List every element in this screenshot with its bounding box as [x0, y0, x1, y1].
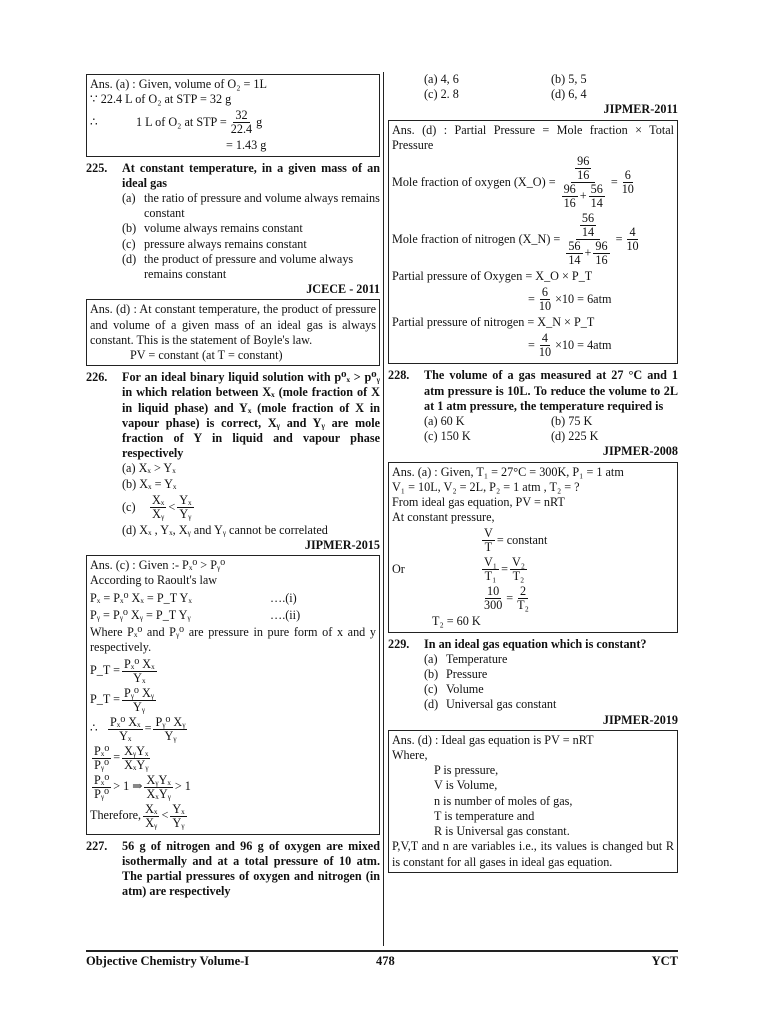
- ans-line: [392, 332, 674, 359]
- option-a: (a) Xₓ > Yₓ: [122, 461, 176, 476]
- ans-text: P_T =: [90, 692, 121, 707]
- fraction: [537, 286, 553, 313]
- fraction: [589, 183, 605, 210]
- publisher: YCT: [651, 954, 678, 968]
- option-b: (b) Xₓ = Yₓ: [122, 476, 177, 491]
- denominator: Pᵧ⁰: [94, 786, 110, 801]
- ans-text: Ans. (d) : Partial Pressure = Mole fraction × Total Pressure: [392, 122, 674, 152]
- fraction: [229, 109, 254, 136]
- numerator: 2: [519, 584, 527, 599]
- option-label: (d): [122, 251, 137, 266]
- source-label: JIPMER-2011: [603, 102, 678, 117]
- operator: =: [506, 591, 514, 606]
- ans-line: [90, 109, 376, 136]
- fraction: [575, 155, 591, 182]
- ans-line: Partial pressure of Oxygen = X_O × P_T: [392, 269, 593, 284]
- operator: <: [161, 808, 169, 823]
- definition-item: R is Universal gas constant.: [434, 824, 570, 839]
- fraction: [620, 169, 636, 196]
- denominator: 10: [538, 299, 552, 314]
- denominator: T: [484, 540, 493, 555]
- ans-line: From ideal gas equation, PV = nRT: [392, 495, 565, 510]
- ans-text: = constant: [496, 533, 548, 548]
- ans-line: Ans. (a) : Given, volume of O₂ = 1L: [90, 77, 267, 91]
- question-228-options: [388, 414, 678, 444]
- denominator: 10: [621, 182, 634, 197]
- option-b: (b) 5, 5: [551, 72, 587, 86]
- operator: > 1: [174, 779, 191, 794]
- question-227-options: [388, 72, 678, 102]
- denominator: 14: [568, 253, 581, 268]
- numerator: 56: [590, 182, 603, 197]
- ans-line: According to Raoult's law: [90, 573, 218, 588]
- option-a: [388, 652, 678, 667]
- ans-line: [392, 585, 674, 612]
- ans-line: [90, 716, 376, 743]
- numerator: Xₓ: [152, 492, 165, 507]
- option-text: the product of pressure and volume always remains constant: [144, 251, 354, 282]
- answer-225: [86, 299, 380, 366]
- fraction: [122, 687, 156, 714]
- ans-line: Ans. (d) : Ideal gas equation is PV = nRT: [392, 732, 594, 747]
- operator: =: [113, 750, 121, 765]
- option-label: (c): [122, 236, 136, 251]
- option-b: (b) 75 K: [551, 414, 593, 429]
- fraction: [92, 774, 111, 801]
- fraction: [143, 803, 159, 830]
- question-number: 229.: [388, 636, 410, 651]
- numerator: Pₓ⁰: [94, 772, 110, 787]
- answer-229: [388, 730, 678, 873]
- option-label: (c): [424, 682, 438, 697]
- ans-line: [90, 745, 376, 772]
- option-text: pressure always remains constant: [144, 236, 307, 251]
- definition-item: P is pressure,: [434, 763, 499, 778]
- ans-line: Where,: [392, 748, 428, 763]
- ans-line: [392, 527, 674, 554]
- ans-text: P_T =: [90, 663, 121, 678]
- ans-equation: PV = constant (at T = constant): [130, 348, 283, 363]
- therefore-symbol: ∴: [90, 115, 98, 130]
- fraction: [482, 527, 495, 554]
- numerator: Pₓ⁰: [94, 743, 110, 758]
- denominator: 16: [595, 253, 608, 268]
- question-225: [86, 161, 380, 191]
- definition-item: T is temperature and: [434, 808, 535, 823]
- option-b: [388, 667, 678, 682]
- option-label: (b): [424, 667, 439, 682]
- answer-224: [86, 74, 380, 157]
- equation-number: ….(i): [270, 590, 297, 605]
- option-b: [86, 221, 380, 236]
- option-c: [388, 682, 678, 697]
- denominator: T₂: [517, 598, 529, 613]
- numerator: Xₓ: [145, 801, 158, 816]
- fraction: [170, 803, 186, 830]
- question-text: For an ideal binary liquid solution with p⁰ₓ > p⁰ᵧ in which relation between Xₓ (mole fraction of X in liquid phase) and Yₓ (mole fraction of X in vapour phase) is correct, Xᵧ and Yᵧ are mole fraction of Y in liquid and vapour phase respectively: [122, 370, 380, 461]
- numerator: 96: [577, 154, 590, 169]
- numerator: [576, 212, 600, 240]
- right-column: [388, 72, 678, 877]
- ans-line: [90, 608, 376, 623]
- operator: <: [168, 499, 176, 514]
- option-d: (d) 225 K: [551, 429, 599, 444]
- denominator: Yₓ: [133, 670, 146, 685]
- question-text: In an ideal gas equation which is constant?: [424, 636, 647, 651]
- option-a: (a) 4, 6: [424, 72, 459, 86]
- option-text: Temperature: [446, 651, 508, 666]
- numerator: [571, 155, 595, 183]
- option-label: (b): [122, 221, 137, 236]
- ans-line: At constant pressure,: [392, 510, 495, 525]
- fraction: [580, 212, 596, 239]
- option-text: volume always remains constant: [144, 221, 303, 236]
- option-c: (c) 150 K: [424, 429, 471, 444]
- numerator: XᵧYₓ: [124, 743, 149, 758]
- answer-226: [86, 555, 380, 834]
- ans-line: [90, 803, 376, 830]
- question-text: The volume of a gas measured at 27 °C and 1 atm pressure is 10L. To reduce the volume to 2L at 1 atm pressure, the temperature required is: [424, 368, 678, 413]
- numerator: Pₓ⁰ Xₓ: [110, 714, 141, 729]
- ans-equation: Pₓ = Pₓ⁰ Xₓ = P_T Yₓ: [90, 590, 192, 605]
- fraction: [144, 774, 172, 801]
- denominator: 16: [577, 168, 590, 183]
- fraction: [122, 745, 150, 772]
- fraction: [510, 556, 527, 583]
- numerator: Pₓ⁰ Xₓ: [124, 656, 155, 671]
- question-number: 225.: [86, 160, 108, 175]
- numerator: XᵧYₓ: [146, 772, 171, 787]
- ans-text: ×10 = 6atm: [555, 292, 612, 307]
- question-text: 56 g of nitrogen and 96 g of oxygen are mixed isothermally and at a total pressure of 10 atm. The partial pressures of oxygen and nitrogen (in atm) are respectively: [122, 838, 380, 899]
- question-225-options: [86, 191, 380, 282]
- numerator: 10: [487, 584, 500, 599]
- ans-text: Where Pₓ⁰ and Pᵧ⁰ are pressure in pure form of x and y respectively.: [90, 625, 376, 655]
- numerator: 56: [581, 211, 595, 226]
- numerator: 6: [624, 168, 631, 183]
- numerator: 4: [629, 225, 636, 240]
- fraction: [566, 240, 582, 267]
- numerator: Pᵧ⁰ Xᵧ: [124, 685, 155, 700]
- question-228: [388, 368, 678, 414]
- denominator: XₓYᵧ: [146, 786, 171, 801]
- denominator: T₁: [484, 569, 497, 584]
- fraction: [562, 183, 578, 210]
- option-text: Volume: [446, 682, 484, 697]
- numerator: 96: [595, 239, 608, 254]
- ans-text: ×10 = 4atm: [555, 338, 612, 353]
- option-label: (d): [424, 697, 439, 712]
- column-divider: [383, 72, 384, 946]
- operator: =: [528, 292, 535, 307]
- denominator: 16: [563, 196, 576, 211]
- option-text: the ratio of pressure and volume always remains constant: [144, 191, 380, 221]
- answer-227: [388, 120, 678, 365]
- denominator: 10: [538, 345, 552, 360]
- denominator: 22.4: [230, 122, 253, 137]
- ans-line: [392, 286, 674, 313]
- denominator: 300: [484, 598, 503, 613]
- fraction: [482, 585, 504, 612]
- denominator: Yₓ: [119, 728, 132, 743]
- ans-line: Ans. (c) : Given :- Pₓ⁰ > Pᵧ⁰: [90, 558, 226, 573]
- ans-text: 1 L of O₂ at STP =: [136, 115, 227, 130]
- numerator: 6: [541, 285, 549, 300]
- question-number: 226.: [86, 370, 108, 385]
- ans-text: P,V,T and n are variables i.e., its values is changed but R is constant for all gases in ideal gas equation.: [392, 839, 674, 869]
- denominator: XₓYᵧ: [124, 757, 149, 772]
- question-text: At constant temperature, in a given mass of an ideal gas: [122, 160, 380, 190]
- definition-list: [392, 763, 674, 839]
- ans-text: Therefore,: [90, 808, 142, 823]
- option-c: [86, 237, 380, 252]
- answer-228: [388, 462, 678, 633]
- ans-line: ∵ 22.4 L of O₂ at STP = 32 g: [90, 92, 232, 107]
- denominator: T₂: [512, 569, 525, 584]
- question-number: 227.: [86, 838, 108, 853]
- fraction: [624, 226, 640, 253]
- operator: =: [501, 562, 508, 577]
- option-c: [86, 494, 380, 521]
- fraction: [150, 494, 166, 521]
- fraction: [593, 240, 609, 267]
- numerator: 4: [541, 331, 549, 346]
- numerator: Yₓ: [172, 801, 185, 816]
- denominator: 14: [581, 225, 595, 240]
- ans-line: [90, 591, 376, 606]
- option-d: [86, 252, 380, 282]
- ans-text: Mole fraction of oxygen (X_O) =: [392, 174, 556, 189]
- question-229: [388, 637, 678, 652]
- ans-line: Ans. (a) : Given, T₁ = 27°C = 300K, P₁ = 1 atm: [392, 464, 624, 479]
- fraction: [562, 212, 613, 267]
- ans-text: Mole fraction of nitrogen (X_N) =: [392, 231, 561, 246]
- question-229-options: [388, 652, 678, 713]
- unit: g: [256, 115, 263, 130]
- numerator: Pᵧ⁰ Xᵧ: [155, 714, 186, 729]
- operator: > 1 ⇒: [113, 779, 143, 794]
- denominator: Yᵧ: [164, 728, 177, 743]
- numerator: Yₓ: [179, 492, 192, 507]
- option-text: Universal gas constant: [446, 697, 557, 712]
- fraction: [92, 745, 111, 772]
- ans-line: [90, 774, 376, 801]
- denominator: Yᵧ: [172, 815, 185, 830]
- numerator: 32: [235, 108, 248, 123]
- ans-line: [392, 556, 674, 583]
- ans-line: V₁ = 10L, V₂ = 2L, P₂ = 1 atm , T₂ = ?: [392, 479, 580, 494]
- numerator: 56: [568, 239, 581, 254]
- denominator: Xᵧ: [145, 815, 158, 830]
- fraction: [537, 332, 553, 359]
- fraction: [558, 155, 609, 210]
- question-227: [86, 839, 380, 900]
- operator: =: [144, 721, 152, 736]
- denominator: 10: [626, 239, 639, 254]
- source-label: JCECE - 2011: [306, 282, 380, 297]
- ans-line: [392, 212, 674, 267]
- page-footer: [86, 950, 678, 970]
- option-d: (d) Xₓ , Yₓ, Xᵧ and Yᵧ cannot be correlated: [122, 522, 328, 537]
- denominator: Yᵧ: [133, 699, 146, 714]
- ans-line: = 1.43 g: [226, 138, 267, 153]
- fraction: [482, 556, 499, 583]
- therefore-symbol: ∴: [90, 721, 98, 736]
- denominator: $\frac{56}{14}$ + $\frac{96}{16}$: [568, 239, 608, 268]
- fraction: [177, 494, 193, 521]
- ans-equation: Pᵧ = Pᵧ⁰ Xᵧ = P_T Yᵧ: [90, 607, 191, 622]
- denominator: Xᵧ: [152, 506, 165, 521]
- page-number: 478: [376, 954, 395, 968]
- numerator: 96: [563, 182, 576, 197]
- definition-item: n is number of moles of gas,: [434, 793, 573, 808]
- option-a: [86, 191, 380, 221]
- operator: =: [615, 231, 623, 246]
- option-c: (c) 2. 8: [424, 87, 459, 102]
- numerator: V₁: [484, 555, 498, 570]
- operator: =: [528, 338, 535, 353]
- option-text: Pressure: [446, 667, 488, 682]
- ans-line: Partial pressure of nitrogen = X_N × P_T: [392, 315, 595, 330]
- book-title: Objective Chemistry Volume-I: [86, 954, 250, 968]
- fraction: [122, 658, 157, 685]
- ans-line: [90, 658, 376, 685]
- option-d: [388, 697, 678, 712]
- option-d: (d) 6, 4: [551, 87, 587, 102]
- ans-line: [392, 155, 674, 210]
- question-number: 228.: [388, 368, 410, 383]
- ans-text: Ans. (d) : At constant temperature, the product of pressure and volume of a given mass of an ideal gas is always constant. This is the statement of Boyle's law.: [90, 302, 376, 347]
- equation-number: ….(ii): [270, 607, 301, 622]
- numerator: V₂: [511, 555, 525, 570]
- question-226: [86, 370, 380, 461]
- denominator: Yᵧ: [179, 506, 192, 521]
- source-label: JIPMER-2008: [602, 444, 678, 459]
- source-label: JIPMER-2015: [304, 538, 380, 553]
- source-label: JIPMER-2019: [602, 712, 678, 727]
- option-label: (c): [122, 499, 136, 514]
- ans-line: [90, 687, 376, 714]
- ans-result: T₂ = 60 K: [432, 614, 481, 629]
- left-column: [86, 72, 380, 899]
- operator: =: [610, 174, 618, 189]
- numerator: V: [484, 526, 493, 541]
- denominator: 14: [590, 196, 603, 211]
- option-label: (a): [424, 651, 438, 666]
- fraction: [153, 716, 187, 743]
- option-label: (a): [122, 191, 136, 206]
- fraction: [108, 716, 143, 743]
- definition-item: V is Volume,: [434, 778, 498, 793]
- denominator: $\frac{96}{16}$ + $\frac{56}{14}$: [563, 182, 603, 211]
- fraction: [515, 585, 531, 612]
- ans-text: Or: [392, 562, 405, 577]
- denominator: Pᵧ⁰: [94, 757, 110, 772]
- option-a: (a) 60 K: [424, 414, 465, 429]
